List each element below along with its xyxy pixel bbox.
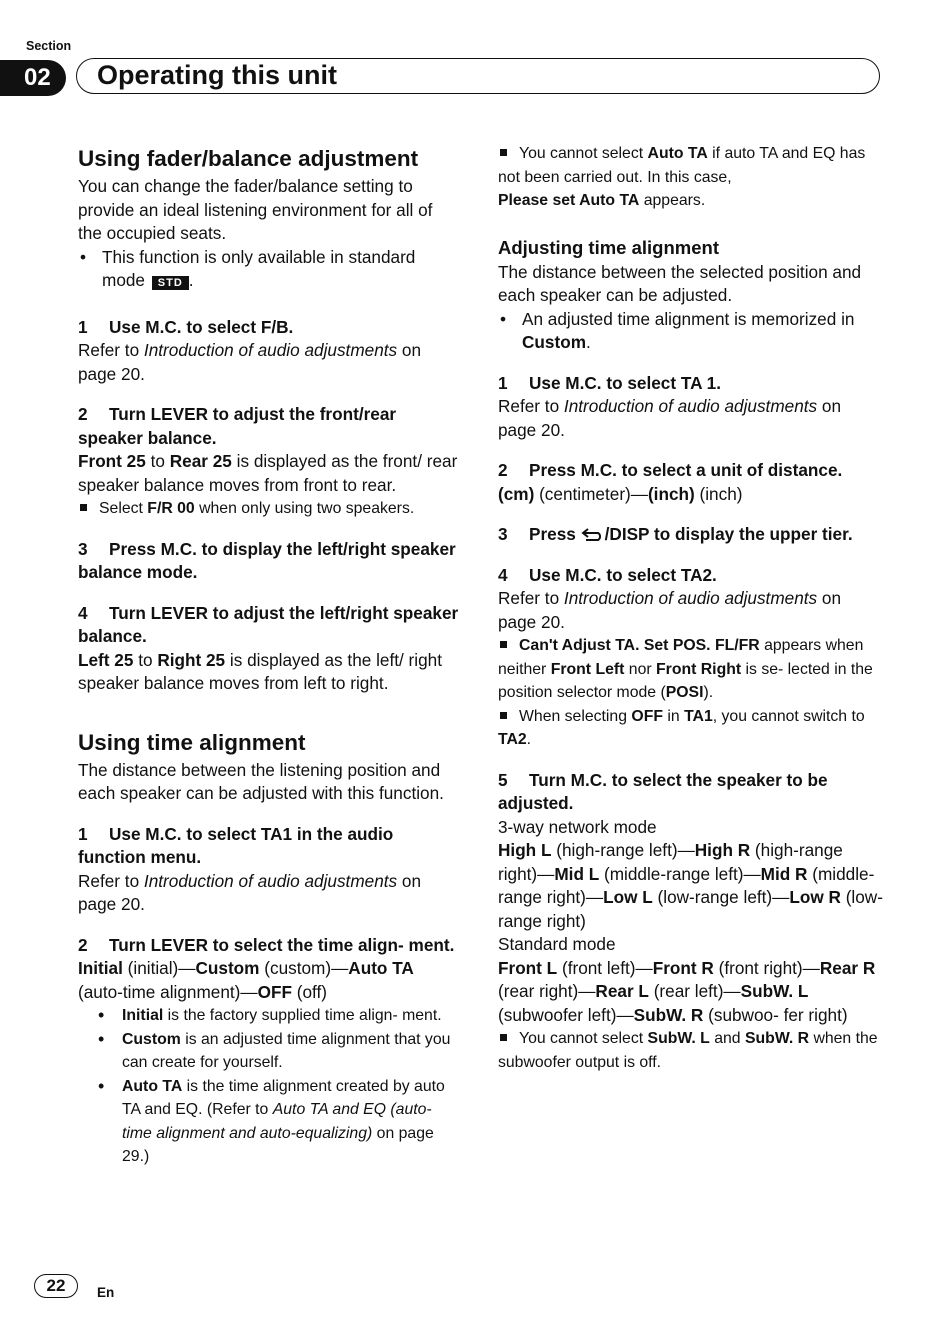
fader-step-4-desc: Left 25 to Right 25 is displayed as the left/ right speaker balance moves from left to right. (78, 649, 442, 693)
std-mode-icon: STD (152, 276, 189, 290)
standard-speakers: Front L (front left)—Front R (front right)—Rear R (rear right)—Rear L (rear left)—SubW. L (subwoofer left)—SubW. R (subwoo- fer right) (498, 957, 876, 1025)
adjust-step-5: 5 Turn M.C. to select the speaker to be adjusted. (498, 769, 828, 813)
fader-step-1: 1 Use M.C. to select F/B. (78, 316, 294, 337)
fader-step-2: 2 Turn LEVER to adjust the front/rear speaker balance. (78, 404, 397, 448)
fader-step-1-ref: Refer to Introduction of audio adjustments on page 20. (78, 340, 422, 384)
adjust-step-3: 3 Press /DISP to display the upper tier. (498, 524, 853, 544)
fader-bullet: • This function is only available in standard mode STD . (78, 246, 460, 293)
fader-step-4: 4 Turn LEVER to adjust the left/right speaker balance. (78, 602, 459, 646)
ta-step-1: 1 Use M.C. to select TA1 in the audio function menu. (78, 823, 394, 867)
ta-option-auto: • Auto TA is the time alignment created by auto TA and EQ. (Refer to Auto TA and EQ (auto-time alignment and auto-equalizing) on page 29.) (78, 1075, 460, 1169)
adjust-step-4-ref: Refer to Introduction of audio adjustments on page 20. (498, 588, 842, 632)
ta-step-1-ref: Refer to Introduction of audio adjustments on page 20. (78, 870, 422, 914)
ta-option-custom: • Custom is an adjusted time alignment that you can create for yourself. (78, 1028, 460, 1075)
ta-step-2: 2 Turn LEVER to select the time align- ment. (78, 934, 455, 955)
adjust-heading: Adjusting time alignment (498, 236, 719, 258)
fader-step-2-note: Select F/R 00 when only using two speakers. (78, 497, 460, 521)
section-label: Section (26, 39, 72, 53)
ta-step-2-options: Initial (initial)—Custom (custom)—Auto TA (auto-time alignment)—OFF (off) (78, 958, 414, 1002)
left-column (78, 142, 460, 1169)
fader-step-2-desc: Front 25 to Rear 25 is displayed as the front/ rear speaker balance moves from front to rear. (78, 451, 458, 495)
page-title: Operating this unit (76, 58, 880, 94)
adjust-step-4: 4 Use M.C. to select TA2. (498, 564, 717, 585)
standard-mode-label: Standard mode (498, 934, 616, 954)
fader-intro: You can change the fader/balance setting to provide an ideal listening environment for all of the occupied seats. (78, 176, 433, 243)
section-number-badge: 02 (0, 60, 66, 96)
back-arrow-icon (581, 527, 605, 541)
right-column (498, 142, 883, 1074)
adjust-bullet: • An adjusted time alignment is memorized in Custom. (498, 308, 883, 355)
adjust-intro: The distance between the selected position and each speaker can be adjusted. (498, 261, 862, 305)
three-way-mode-label: 3-way network mode (498, 816, 657, 837)
auto-ta-note: You cannot select Auto TA if auto TA and EQ has not been carried out. In this case, Please set Auto TA appears. (498, 145, 866, 209)
fader-step-3: 3 Press M.C. to display the left/right speaker balance mode. (78, 538, 456, 582)
adjust-step-1-ref: Refer to Introduction of audio adjustments on page 20. (498, 396, 842, 440)
fader-heading: Using fader/balance adjustment (78, 146, 419, 171)
adjust-step-4-note-2: When selecting OFF in TA1, you cannot switch to TA2. (498, 707, 865, 748)
adjust-step-4-note-1: Can't Adjust TA. Set POS. FL/FR appears when neither Front Left nor Front Right is se- lected in the position selector mode (POSI). (498, 637, 873, 701)
subwoofer-note: You cannot select SubW. L and SubW. R when the subwoofer output is off. (498, 1030, 878, 1071)
ta-heading: Using time alignment (78, 729, 306, 755)
page-number: 22 (34, 1274, 78, 1298)
adjust-step-2: 2 Press M.C. to select a unit of distance. (498, 460, 843, 480)
ta-option-initial: • Initial is the factory supplied time align- ment. (78, 1004, 460, 1028)
ta-intro: The distance between the listening position and each speaker can be adjusted with this function. (78, 759, 444, 803)
adjust-step-2-units: (cm) (centimeter)—(inch) (inch) (498, 483, 743, 504)
three-way-speakers: High L (high-range left)—High R (high-range right)—Mid L (middle-range left)—Mid R (middle-range right)—Low L (low-range left)—Low R (low-range right) (498, 840, 883, 931)
language-label: En (97, 1285, 115, 1300)
adjust-step-1: 1 Use M.C. to select TA 1. (498, 372, 721, 393)
